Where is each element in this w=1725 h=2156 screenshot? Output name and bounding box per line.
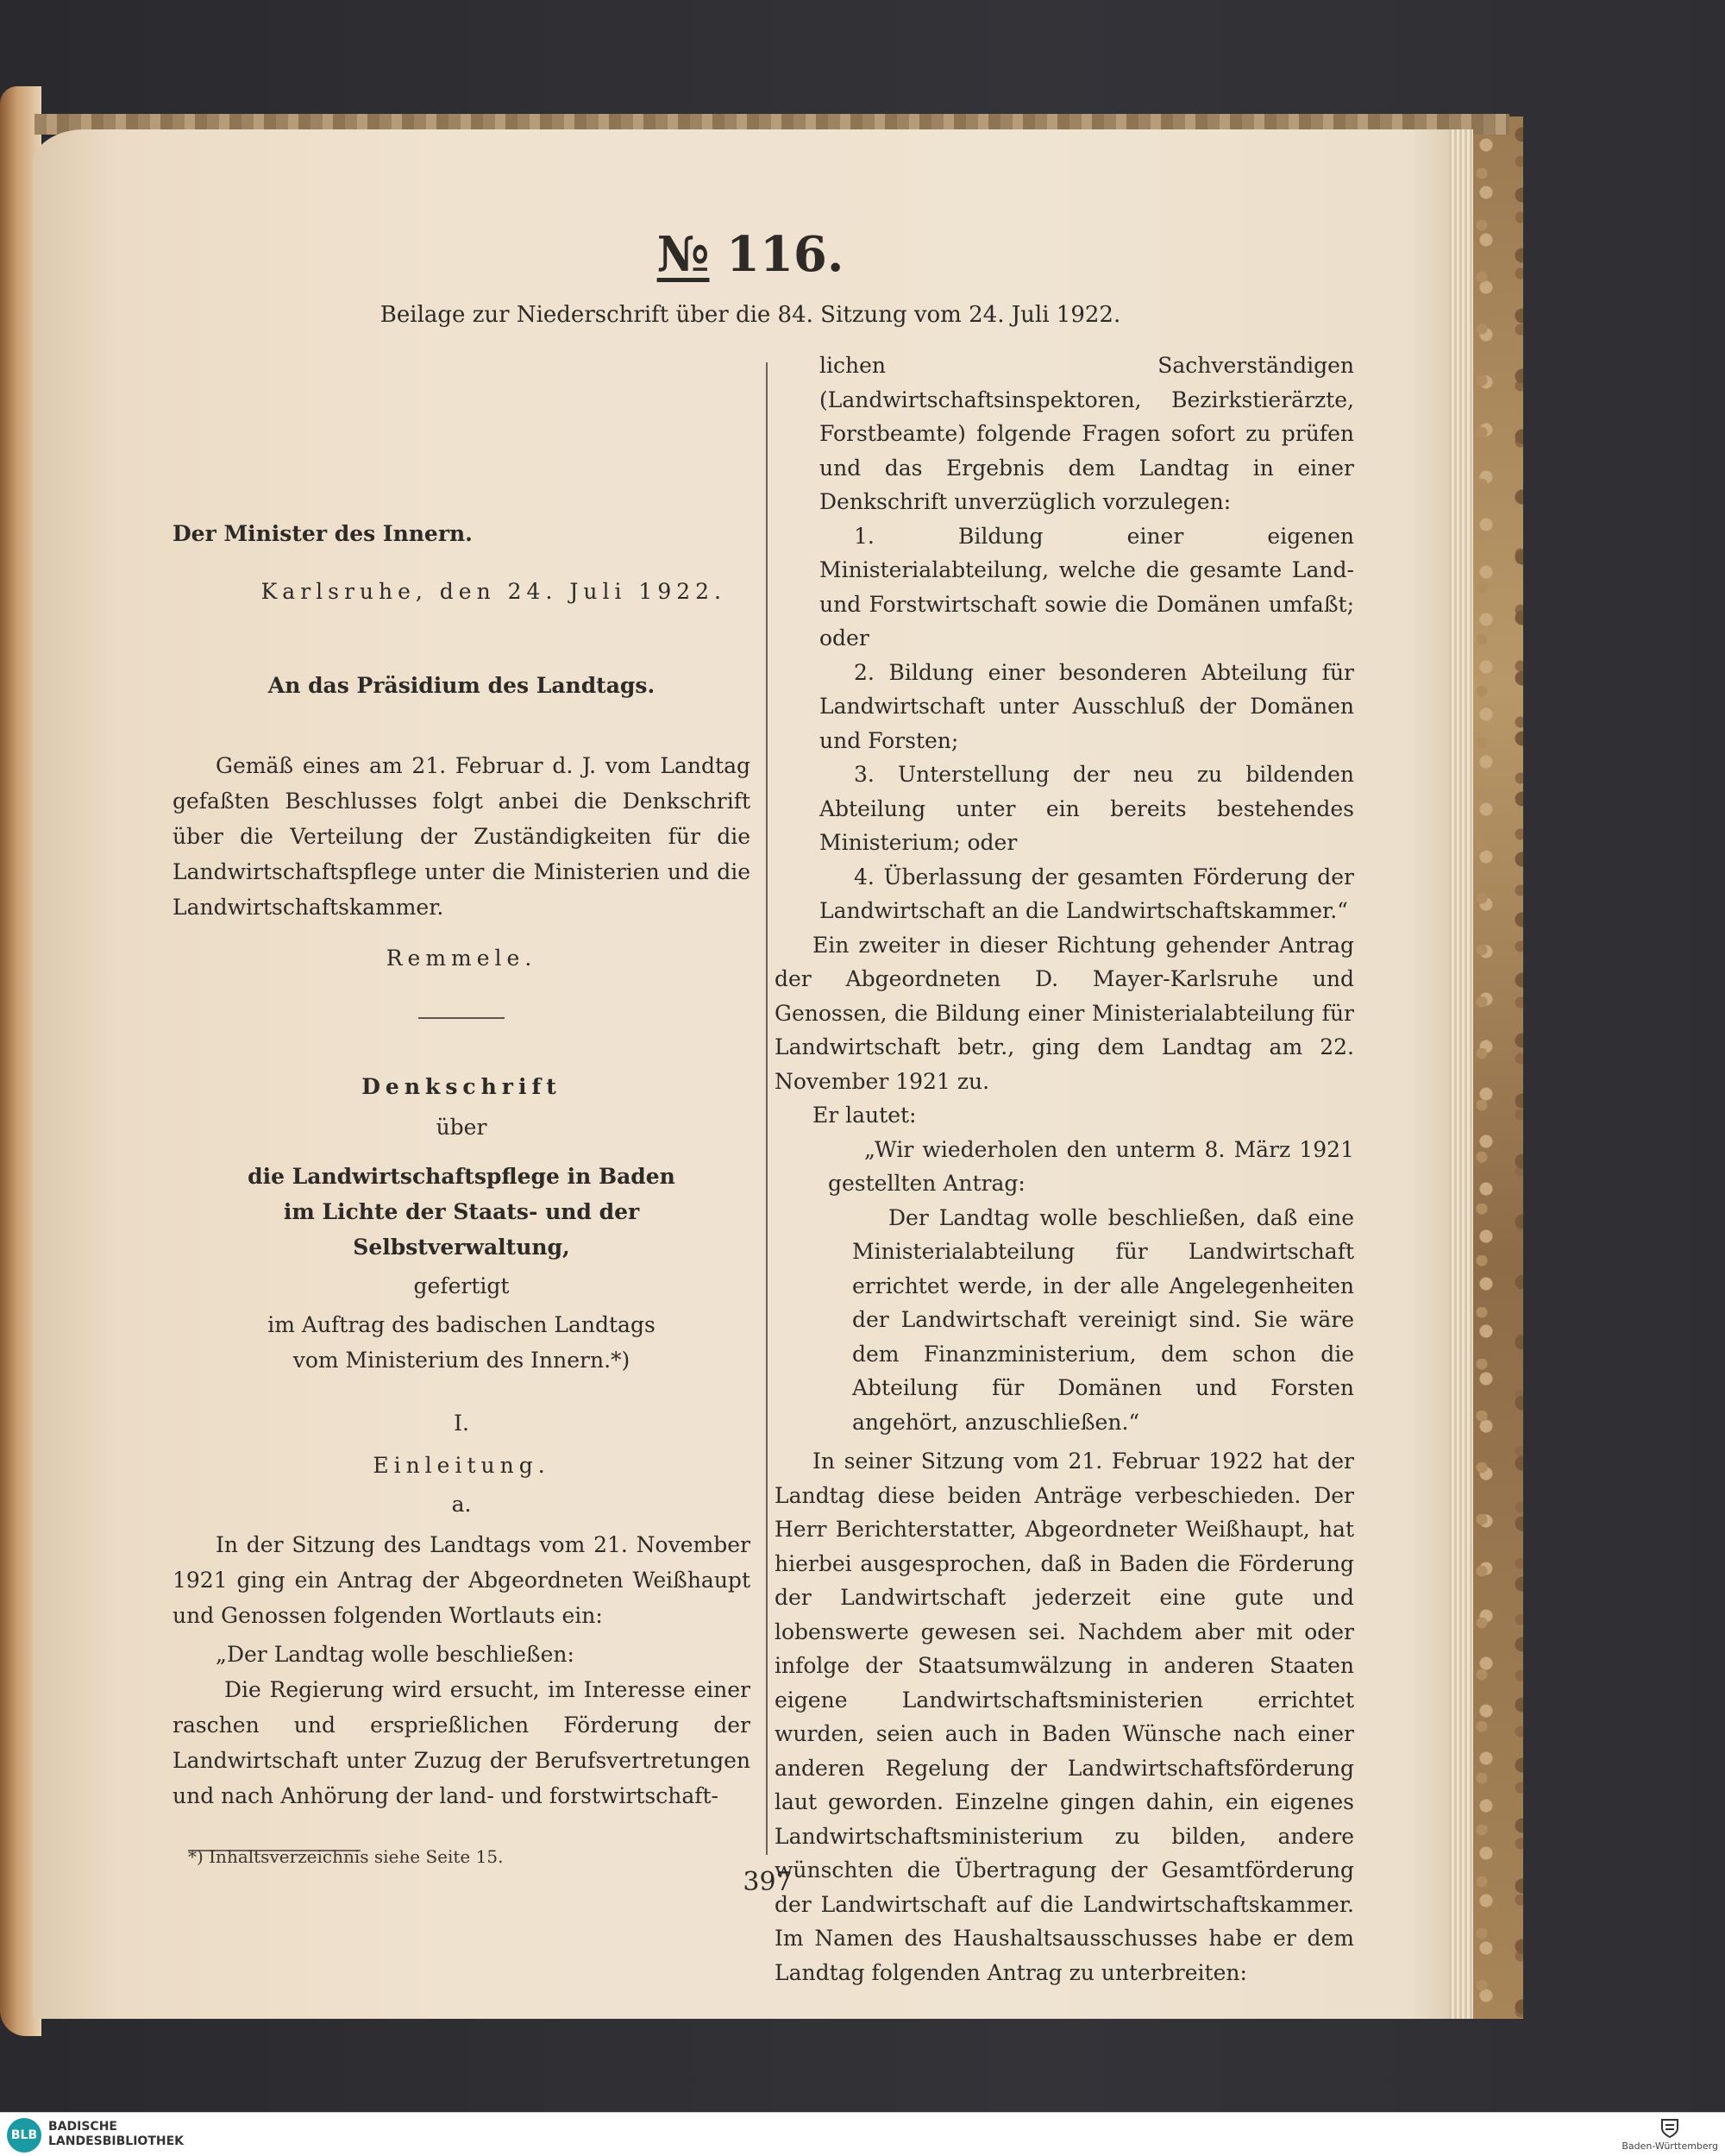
left-column [172, 516, 750, 1813]
library-name-line-1: BADISCHE [48, 2120, 117, 2134]
column-divider [766, 362, 768, 1855]
paragraph-2: Ein zweiter in dieser Richtung gehender Antrag der Abgeordneten D. Mayer-Karlsruhe und Genossen, die Bildung einer Ministerialabteilung für Landwirtschaft betr., ging dem Landtag am 22. November 1921 zu. [775, 932, 1354, 1094]
partner-logo [1622, 2118, 1718, 2152]
section-number: I. [454, 1411, 469, 1436]
paragraph-1: In der Sitzung des Landtags vom 21. November 1921 ging ein Antrag der Abgeordneten Weißhaupt und Genossen folgenden Wortlauts ein: [172, 1532, 750, 1628]
title-commission-2: vom Ministerium des Innern.*) [292, 1348, 630, 1373]
number-sign: № [656, 226, 710, 283]
title-line-2: im Lichte der Staats- und der Selbstverwaltung, [283, 1199, 640, 1260]
quote-intro: „Der Landtag wolle beschließen: [216, 1642, 574, 1667]
place-date [172, 574, 750, 609]
title-commission-1: im Auftrag des badischen Landtags [267, 1312, 656, 1337]
subsection: a. [451, 1492, 472, 1517]
title-made: gefertigt [413, 1273, 510, 1298]
library-name [48, 2120, 184, 2149]
title-line-1: die Landwirtschaftspflege in Baden [248, 1164, 675, 1189]
footer-bar [0, 2112, 1725, 2156]
quote-body: Die Regierung wird ersucht, im Interesse einer raschen und ersprießlichen Förderung der Landwirtschaft unter Zuzug der Berufsvertretungen und nach Anhörung der land- und forstwirtschaft- [172, 1677, 750, 1808]
list-item-4: 4. Überlassung der gesamten Förderung der Landwirtschaft an die Landwirtschaftskammer.“ [819, 864, 1354, 923]
quote-2-intro: „Wir wiederholen den unterm 8. März 1921 gestellten Antrag: [828, 1136, 1354, 1196]
list-item-3: 3. Unterstellung der neu zu bildenden Abteilung unter ein bereits bestehendes Ministerium; oder [819, 762, 1354, 855]
paragraph-3: In seiner Sitzung vom 21. Februar 1922 hat der Landtag diese beiden Anträge verbeschieden. Der Herr Berichterstatter, Abgeordneter Weißhaupt, hat hierbei ausgesprochen, daß in Baden die Förderung der Landwirtschaft jederzeit eine gute und lobenswerte gewesen sei. Nachdem aber mit oder infolge der Staatsumwälzung in anderen Staaten eigene Landwirtschaftsministerien errichtet wurden, seien auch in Baden Wünsche nach einer anderen Regelung der Landwirtschaftsförderung laut geworden. Einzelne gingen dahin, ein eigenes Landwirtschaftsministerium zu bilden, andere wünschten die Übertragung der Gesamtförderung der Landwirtschaft auf die Landwirtschaftskammer. Im Namen des Haushaltsausschusses habe er dem Landtag folgenden Antrag zu unterbreiten: [775, 1449, 1354, 1985]
list-item-2: 2. Bildung einer besonderen Abteilung für Landwirtschaft unter Ausschluß der Domänen und Forsten; [819, 659, 1354, 753]
library-name-line-2: LANDESBIBLIOTHEK [48, 2134, 185, 2148]
continuation: lichen Sachverständigen (Landwirtschaftsinspektoren, Bezirkstierärzte, Forstbeamte) folgende Fragen sofort zu prüfen und das Ergebnis dem Landtag in einer Denkschrift unverzüglich vorzulegen: [819, 353, 1354, 514]
document-number [0, 226, 1501, 283]
right-column [775, 349, 1354, 1989]
sender: Der Minister des Innern. [172, 521, 473, 546]
separator [418, 1017, 505, 1019]
signature [172, 940, 750, 976]
er-lautet: Er lautet: [812, 1103, 917, 1128]
footnote: *) Inhaltsverzeichnis siehe Seite 15. [188, 1846, 504, 1867]
number-value: 116. [725, 226, 844, 283]
letter-body: Gemäß eines am 21. Februar d. J. vom Landtag gefaßten Beschlusses folgt anbei die Denkschrift über die Verteilung der Zuständigkeiten für die Landwirtschaftspflege unter die Ministerien und die Landwirtschaftskammer. [172, 753, 750, 920]
page-number: 397 [743, 1867, 793, 1897]
page-edges [1449, 129, 1473, 2019]
place-date-text: Karlsruhe, den 24. Juli 1922. [260, 579, 726, 604]
addressee: An das Präsidium des Landtags. [267, 673, 656, 698]
document-subtitle: Beilage zur Niederschrift über die 84. Sitzung vom 24. Juli 1922. [380, 302, 1121, 328]
signature-text: Remmele. [386, 946, 537, 971]
title-over: über [436, 1115, 487, 1140]
denkschrift-title: Denkschrift [361, 1074, 561, 1099]
partner-name: Baden-Württemberg [1622, 2140, 1718, 2152]
crest-icon [1660, 2118, 1679, 2139]
section-title: Einleitung. [373, 1453, 550, 1478]
blb-logo-icon: BLB [7, 2118, 41, 2153]
list-item-1: 1. Bildung einer eigenen Ministerialabteilung, welche die gesamte Land- und Forstwirtschaft sowie die Domänen umfaßt; oder [819, 523, 1354, 651]
quote-2-body: Der Landtag wolle beschließen, daß eine Ministerialabteilung für Landwirtschaft errichtet werde, in der alle Angelegenheiten der Landwirtschaft vereinigt sind. Sie wäre dem Finanzministerium, dem schon die Abteilung für Domänen und Forsten angehört, anzuschließen.“ [852, 1204, 1354, 1435]
